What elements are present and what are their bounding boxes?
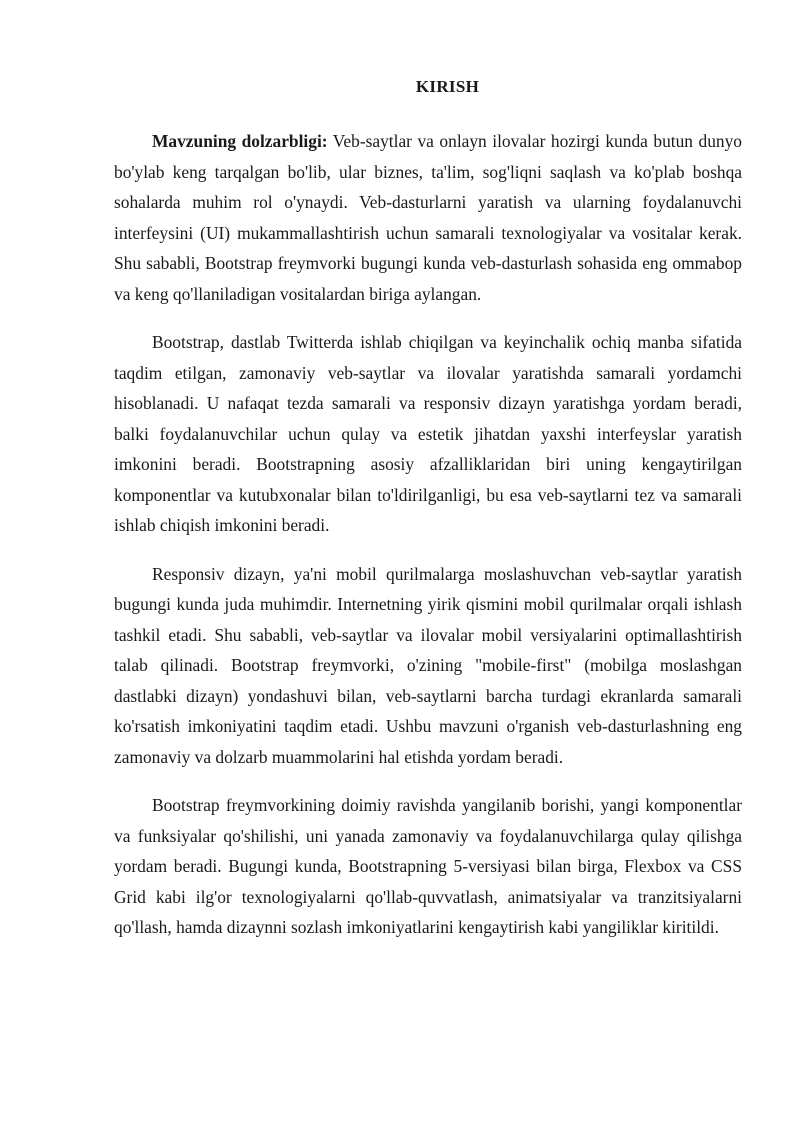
paragraph-bootstrap-updates: Bootstrap freymvorkining doimiy ravishda yangilanib borishi, yangi komponentlar va funksiyalar qo'shilishi, uni yanada zamonaviy va foydalanuvchilarga qulay qilishga yordam beradi. Bugungi kunda, Bootstrapning 5-versiyasi bilan birga, Flexbox va CSS Grid kabi ilg'or texnologiyalarni qo'llab-quvvatlash, animatsiyalar va tranzitsiyalarni qo'llash, hamda dizaynni sozlash imkoniyatlarini kengaytirish kabi yangiliklar kiritildi.	[114, 795, 742, 937]
paragraph-lead: Mavzuning dolzarbligi:	[152, 131, 328, 151]
paragraph-bootstrap-origin: Bootstrap, dastlab Twitterda ishlab chiqilgan va keyinchalik ochiq manba sifatida taqdim etilgan, zamonaviy veb-saytlar va ilovalar yaratishda samarali yordamchi hisoblanadi. U nafaqat tezda samarali va responsiv dizayn yaratishga yordam beradi, balki foydalanuvchilar uchun qulay va estetik jihatdan yaxshi interfeyslar yaratish imkonini beradi. Bootstrapning asosiy afzalliklaridan biri uning kengaytirilgan komponentlar va kutubxonalar bilan to'ldirilganligi, bu esa veb-saytlarni tez va samarali ishlab chiqish imkonini beradi.	[114, 332, 742, 535]
paragraph-relevance	[114, 126, 742, 309]
paragraph-responsive-design: Responsiv dizayn, ya'ni mobil qurilmalarga moslashuvchan veb-saytlar yaratish bugungi kunda juda muhimdir. Internetning yirik qismini mobil qurilmalar orqali ishlash tashkil etadi. Shu sababli, veb-saytlar va ilovalar mobil versiyalarini optimallashtirish talab qilinadi. Bootstrap freymvorki, o'zining "mobile-first" (mobilga moslashgan dastlabki dizayn) yondashuvi bilan, veb-saytlarni barcha turdagi ekranlarda samarali ko'rsatish imkoniyatini taqdim etadi. Ushbu mavzuni o'rganish veb-dasturlashning eng zamonaviy va dolzarb muammolarini hal etishda yordam beradi.	[114, 563, 742, 767]
section-heading: KIRISH	[415, 77, 480, 96]
document-body	[114, 126, 742, 961]
paragraph-text: Veb-saytlar va onlayn ilovalar hozirgi kunda butun dunyo bo'ylab keng tarqalgan bo'lib, ular biznes, ta'lim, sog'liqni saqlash va ko'plab boshqa sohalarda muhim rol o'ynaydi. Veb-dasturlarni yaratish va ularning foydalanuvchi interfeysini (UI) mukammallashtirish uchun samarali texnologiyalar va vositalar kerak. Shu sababli, Bootstrap freymvorki bugungi kunda veb-dasturlash sohasida eng ommabop va keng qo'llaniladigan vositalardan biriga aylangan.	[114, 131, 742, 304]
